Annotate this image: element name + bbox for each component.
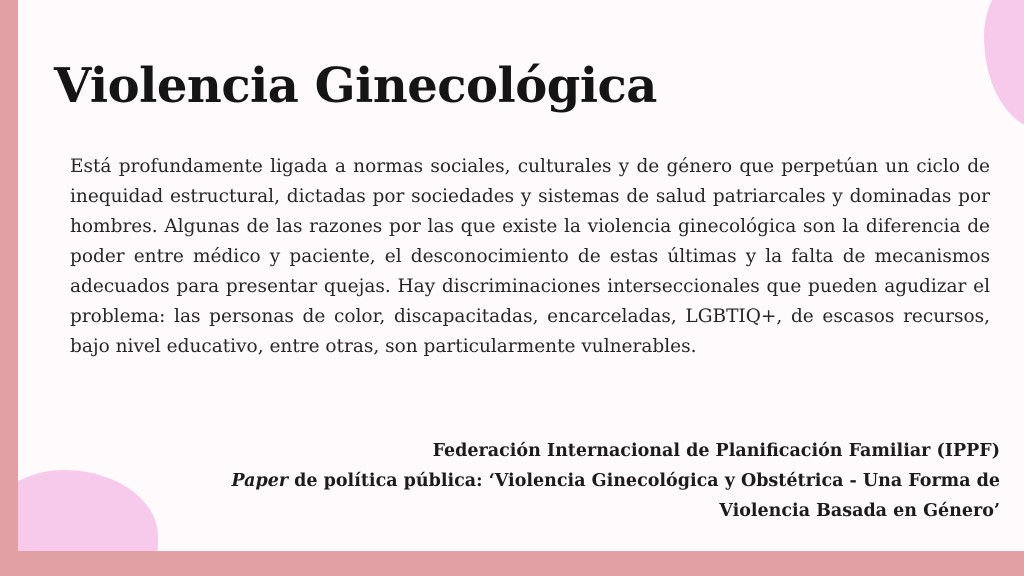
source-citation <box>120 436 1000 526</box>
slide-title: Violencia Ginecológica <box>54 58 657 114</box>
slide-body-text: Está profundamente ligada a normas sociales, culturales y de género que perpetúan un ciclo de inequidad estructural, dictadas por sociedades y sistemas de salud patriarcales y dominadas por hombres. Algunas de las razones por las que existe la violencia ginecológica son la diferencia de poder entre médico y paciente, el desconocimiento de estas últimas y la falta de mecanismos adecuados para presentar quejas. Hay discriminaciones interseccionales que pueden agudizar el problema: las personas de color, discapacitadas, encarceladas, LGBTIQ+, de escasos recursos, bajo nivel educativo, entre otras, son particularmente vulnerables. <box>70 156 990 357</box>
source-paper-line <box>120 466 1000 496</box>
source-paper-title: de política pública: ‘Violencia Ginecológica y Obstétrica - Una Forma de <box>288 471 1000 491</box>
slide-card <box>18 0 1024 551</box>
source-paper-italic: Paper <box>231 471 289 491</box>
decorative-blob-top-right <box>984 0 1024 130</box>
slide-frame-bottom <box>0 551 1024 576</box>
source-paper-title-line2: Violencia Basada en Género’ <box>719 501 1000 521</box>
source-organization: Federación Internacional de Planificación Familiar (IPPF) <box>432 441 1000 461</box>
